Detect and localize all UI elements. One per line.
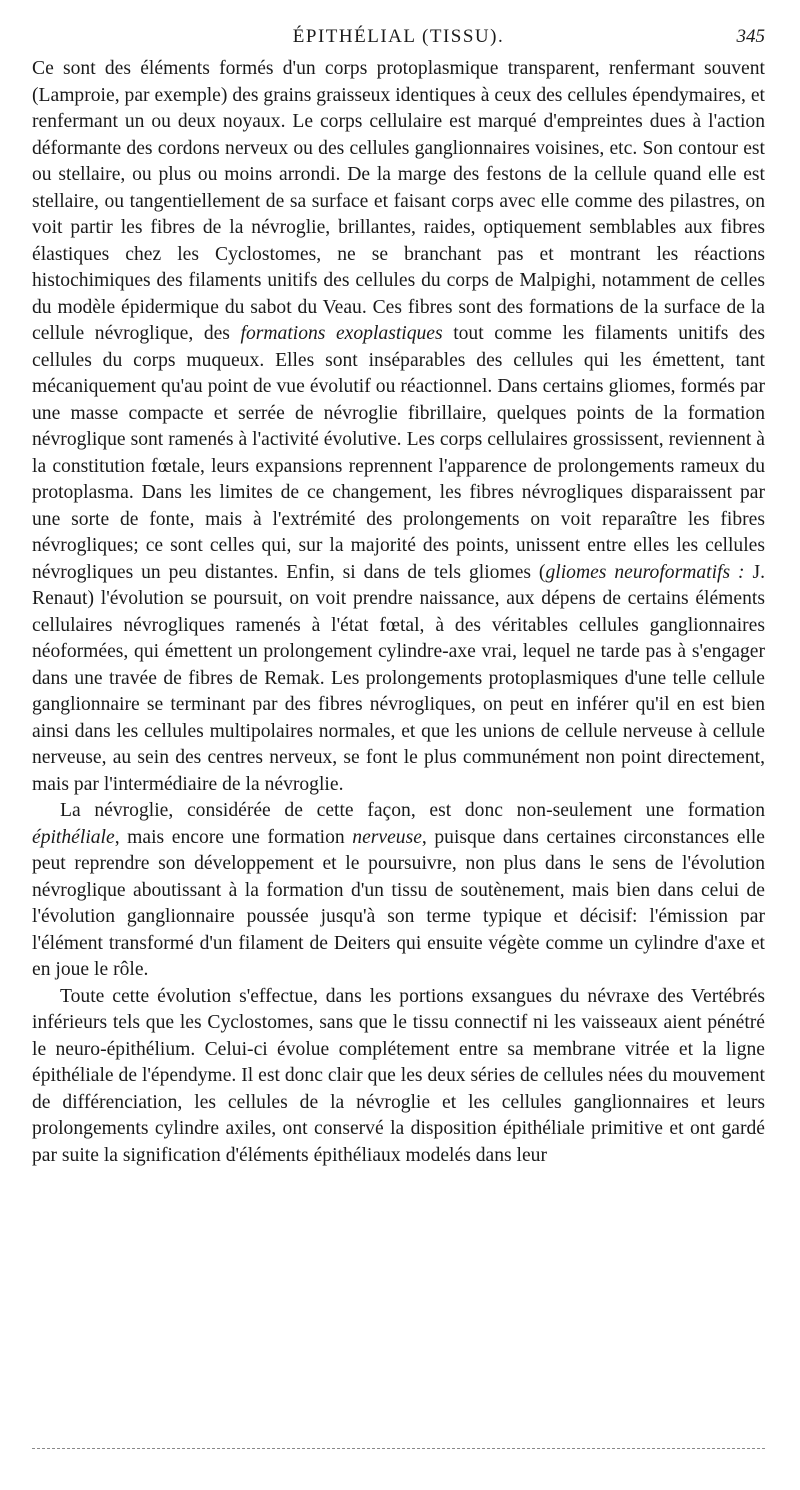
paragraph-1 xyxy=(32,56,765,798)
running-head xyxy=(32,26,765,56)
paragraph-3 xyxy=(32,984,765,1170)
paragraph-2 xyxy=(32,798,765,984)
text-span: Toute cette évolution s'effectue, dans les portions exsangues du névraxe des Vertébrés inférieurs tels que les Cyclostomes, sans que le tissu connectif ni les vaisseaux aient pénétré le neuro-épithélium. Celui-ci évolue complétement entre sa membrane vitrée et la ligne épithéliale de l'épendyme. Il est donc clair que les deux séries de cellules nées du mouvement de différenciation, les cellules de la névroglie et les cellules ganglionnaires et leurs prolongements cylindre axiles, ont conservé la disposition épithéliale primitive et ont gardé par suite la signification d'éléments épithéliaux modelés dans leur xyxy=(32,985,765,1166)
text-span: J. Renaut) l'évolution se poursuit, on voit prendre naissance, aux dépens de certains éléments cellulaires névrogliques ramenés à l'état fœtal, à des véritables cellules ganglionnaires néoformées, qui émettent un prolongement cylindre-axe vrai, lequel ne tarde pas à s'engager dans une travée de fibres de Remak. Les prolongements protoplasmiques d'une telle cellule ganglionnaire se terminant par des fibres névrogliques, on peut en inférer qu'il en est bien ainsi dans les cellules multipolaires normales, et que les unions de cellule nerveuse à cellule nerveuse, au sein des centres nerveux, se font le plus communément non point directement, mais par l'intermédiaire de la névroglie. xyxy=(32,561,765,795)
italic-term: épithéliale xyxy=(32,826,115,848)
italic-term: nerveuse xyxy=(352,826,422,848)
page-number: 345 xyxy=(736,26,765,47)
text-span: , puisque dans certaines circonstances elle peut reprendre son développement et le poursuivre, non plus dans le sens de l'évolution névroglique aboutissant à la formation d'un tissu de soutènement, mais bien dans celui de l'évolution ganglionnaire poussée jusqu'à son terme typique et décisif: l'émission par l'élément transformé d'un filament de Deiters qui ensuite végète comme un cylindre d'axe et en joue le rôle. xyxy=(32,826,765,980)
text-span: La névroglie, considérée de cette façon, est donc non-seulement une formation xyxy=(60,800,765,821)
text-span: Ce sont des éléments formés d'un corps protoplasmique transparent, renfermant souvent (Lamproie, par exemple) des grains graisseux identiques à ceux des cellules épendymaires, et renfermant un ou deux noyaux. Le corps cellulaire est marqué d'empreintes dues à l'action déformante des cordons nerveux ou des cellules ganglionnaires voisines, etc. Son contour est ou stellaire, ou plus ou moins arrondi. De la marge des festons de la cellule quand elle est stellaire, ou tangentiellement de sa surface et faisant corps avec elle comme des pilastres, on voit partir les fibres de la névroglie, brillantes, raides, optiquement semblables aux fibres élastiques chez les Cyclostomes, ne se branchant pas et montrant les réactions histochimiques des filaments unitifs des cellules du corps de Malpighi, notamment de celles du modèle épidermique du sabot du Veau. Ces fibres sont des formations de la surface de la cellule névroglique, des xyxy=(32,58,765,344)
footer-rule xyxy=(32,1448,765,1449)
running-title: ÉPITHÉLIAL (TISSU). xyxy=(292,26,505,47)
text-span: , mais encore une formation xyxy=(114,826,353,848)
page xyxy=(32,26,765,1169)
text-span: tout comme les filaments unitifs des cellules du corps muqueux. Elles sont inséparables des cellules qui les émettent, tant mécaniquement qu'au point de vue évolutif ou réactionnel. Dans certains gliomes, formés par une masse compacte et serrée de névroglie fibrillaire, quelques points de la formation névroglique sont ramenés à l'activité évolutive. Les corps cellulaires grossissent, reviennent à la constitution fœtale, leurs expansions reprennent l'apparence de prolongements rameux du protoplasma. Dans les limites de ce changement, les fibres névrogliques disparaissent par une sorte de fonte, mais à l'extrémité des prolongements on voit reparaître les fibres névrogliques; ce sont celles qui, sur la majorité des points, unissent entre elles les cellules névrogliques un peu distantes. Enfin, si dans de tels gliomes ( xyxy=(32,323,765,583)
italic-term: formations exoplastiques xyxy=(240,323,443,344)
italic-term: gliomes neuroformatifs : xyxy=(545,561,745,583)
